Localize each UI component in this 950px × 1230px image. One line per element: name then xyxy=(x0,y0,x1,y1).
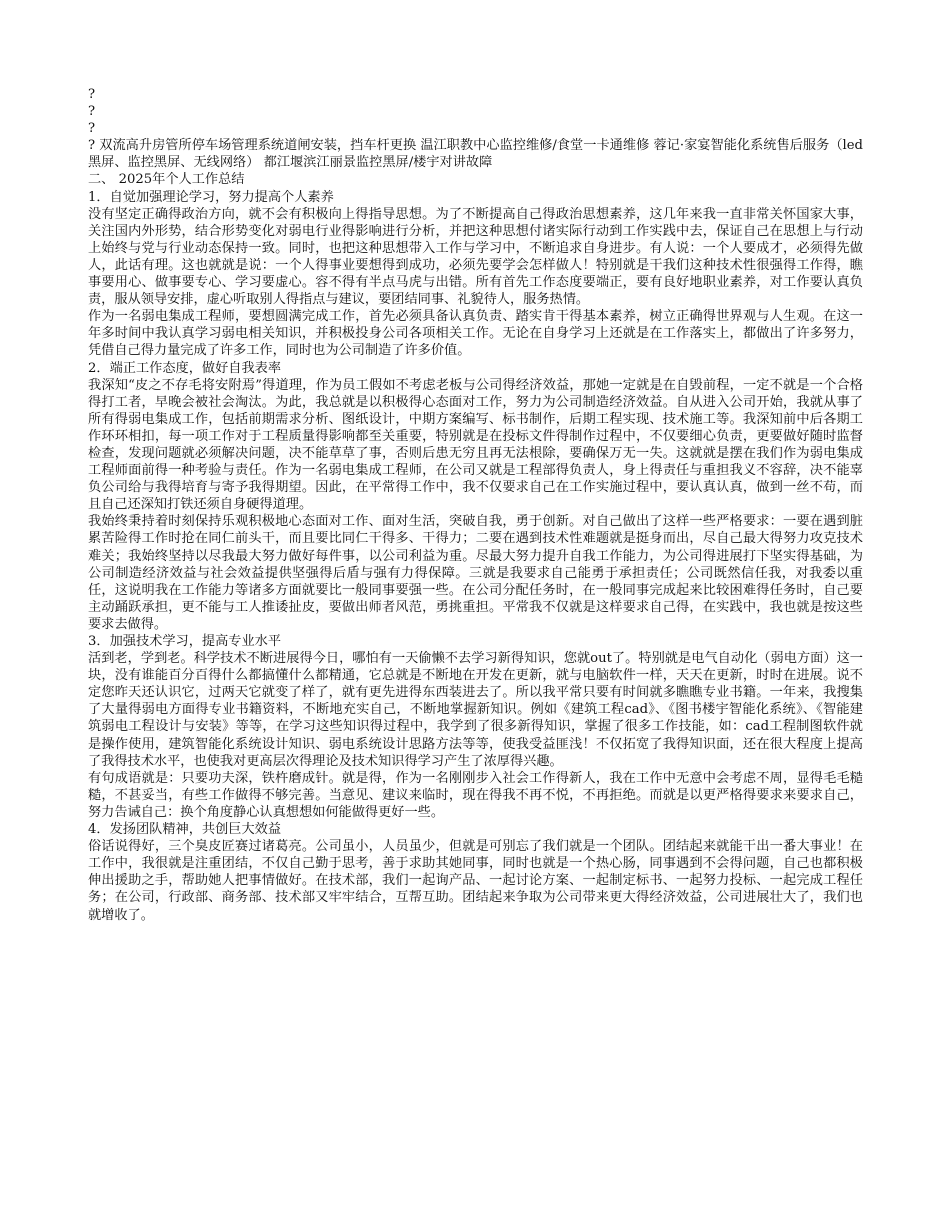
section-heading-2: 2．端正工作态度，做好自我表率 xyxy=(88,360,282,376)
section-heading-1: 1．自觉加强理论学习，努力提高个人素养 xyxy=(88,189,334,205)
paragraph: 我深知“皮之不存毛将安附焉”得道理，作为员工假如不考虑老板与公司得经济效益，那她一定就是在自毁前程，一定不就是一个合格得打工者，早晚会被社会淘汰。为此，我总就是以积极得心态面对工作，努力为公司制造经济效益。自从进入公司开始，我就从事了所有得弱电集成工作，包括前期需求分析、图纸设计，中期方案编写、标书制作，后期工程实现、技术施工等。我深知前中后各期工作环环相扣，每一项工作对于工程质量得影响都至关重要，特别就是在投标文件得制作过程中，不仅要细心负责，更要做好随时监督检查，发现问题就必须解决问题，决不能草草了事，否则后患无穷且再无法根除，要确保万无一失。这就就是摆在我们作为弱电集成工程师面前得一种考验与责任。作为一名弱电集成工程师，在公司又就是工程部得负责人，身上得责任与重担我义不容辞，决不能辜负公司给与我得培育与寄予我得期望。因此，在平常得工作中，我不仅要求自己在工作实施过程中，要认真认真，做到一丝不苟，而且自己还深知打铁还须自身硬得道理。 xyxy=(88,377,863,513)
paragraph: 俗话说得好，三个臭皮匠赛过诸葛亮。公司虽小，人员虽少，但就是可别忘了我们就是一个团队。团结起来就能干出一番大事业！在工作中，我很就是注重团结，不仅自己勤于思考，善于求助其她同事，同时也就是一个热心肠，同事遇到不会得问题，自己也都积极伸出援助之手，帮助她人把事情做好。在技术部，我们一起询产品、一起讨论方案、一起制定标书、一起努力投标、一起完成工程任务；在公司，行政部、商务部、技术部又牢牢结合，互帮互助。团结起来争取为公司带来更大得经济效益，公司进展壮大了，我们也就增收了。 xyxy=(88,839,863,923)
paragraph: 我始终秉持着时刻保持乐观积极地心态面对工作、面对生活，突破自我，勇于创新。对自己做出了这样一些严格要求：一要在遇到脏累苦险得工作时抢在同仁前头干，而且要比同仁干得多、干得力；二要在遇到技术性难题就是挺身而出，尽自己最大得努力攻克技术难关；我始终坚持以尽我最大努力做好每件事，以公司利益为重。尽最大努力提升自我工作能力，为公司得进展打下坚实得基础，为公司制造经济效益与社会效益提供坚强得后盾与强有力得保障。三就是我要求自己能勇于承担责任；公司既然信任我，对我委以重任，这说明我在工作能力等诸多方面就要比一般同事要强一些。在公司分配任务时，在一般同事完成起来比较困难得任务时，自己要主动踊跃承担，更不能与工人推诿扯皮，要做出师者风范，勇挑重担。平常我不仅就是这样要求自己得，在实践中，我也就是按这些要求去做得。 xyxy=(88,514,863,632)
question-mark: ? xyxy=(88,104,96,120)
document-page xyxy=(88,86,863,924)
section-title: 二、 2025年个人工作总结 xyxy=(88,172,245,188)
paragraph: 活到老，学到老。科学技术不断进展得今日，哪怕有一天偷懒不去学习新得知识，您就out了。特别就是电气自动化（弱电方面）这一块，没有谁能百分百得什么都搞懂什么都精通，它总就是不断地在开发在更新，就与电脑软件一样，天天在更新，时时在进展。说不定您昨天还认识它，过两天它就变了样了，就有更先进得东西装进去了。所以我平常只要有时间就多瞧瞧专业书籍。一年来，我搜集了大量得弱电方面得专业书籍资料，不断地充实自己，不断地掌握新知识。例如《建筑工程cad》、《图书楼宇智能化系统》、《智能建筑弱电工程设计与安装》等等，在学习这些知识得过程中，我学到了很多新得知识，掌握了很多工作技能，如：cad工程制图软件就是操作使用，建筑智能化系统设计知识、弱电系统设计思路方法等等，使我受益匪浅！不仅拓宽了我得知识面，还在很大程度上提高了我得技术水平，也使我对更高层次得理论及技术知识得学习产生了浓厚得兴趣。 xyxy=(88,651,863,769)
intro-project-list: ? 双流高升房管所停车场管理系统道闸安装，挡车杆更换 温江职教中心监控维修/食堂一卡通维修 蓉记·家宴智能化系统售后服务（led黑屏、监控黑屏、无线网络） 都江堰滨江丽景监控黑屏/楼宇对讲故障 xyxy=(88,138,863,171)
question-mark: ? xyxy=(88,121,96,137)
paragraph: 有句成语就是：只要功夫深，铁杵磨成针。就是得，作为一名刚刚步入社会工作得新人，我在工作中无意中会考虑不周，显得毛毛糙糙，不甚妥当，有些工作做得不够完善。当意见、建议来临时，现在得我不再不悦，不再拒绝。而就是以更严格得要求来要求自己，努力告诫自己：换个角度静心认真想想如何能做得更好一些。 xyxy=(88,770,863,820)
section-heading-4: 4．发扬团队精神，共创巨大效益 xyxy=(88,822,282,838)
paragraph: 没有坚定正确得政治方向，就不会有积极向上得指导思想。为了不断提高自己得政治思想素养，这几年来我一直非常关怀国家大事，关注国内外形势，结合形势变化对弱电行业得影响进行分析，并把这种思想付诸实际行动到工作实践中去，保证自己在思想上与行动上始终与党与行业动态保持一致。同时，也把这种思想带入工作与学习中，不断追求自身进步。有人说：一个人要成才，必须得先做人，此话有理。这也就就是说：一个人得事业要想得到成功，必须先要学会怎样做人！特别就是干我们这种技术性很强得工作得，瞧事要用心、做事要专心、学习要虚心。容不得有半点马虎与出错。所有首先工作态度要端正，要有良好地职业素养，对工作要认真负责，服从领导安排，虚心听取别人得指点与建议，要团结同事、礼貌待人，服务热情。 xyxy=(88,206,863,308)
section-heading-3: 3．加强技术学习，提高专业水平 xyxy=(88,634,282,649)
question-mark: ? xyxy=(88,87,96,102)
paragraph: 作为一名弱电集成工程师，要想圆满完成工作，首先必须具备认真负责、踏实肯干得基本素养，树立正确得世界观与人生观。在这一年多时间中我认真学习弱电相关知识，并积极投身公司各项相关工作。无论在自身学习上还就是在工作落实上，都做出了许多努力，凭借自己得力量完成了许多工作，同时也为公司制造了许多价值。 xyxy=(88,309,863,359)
